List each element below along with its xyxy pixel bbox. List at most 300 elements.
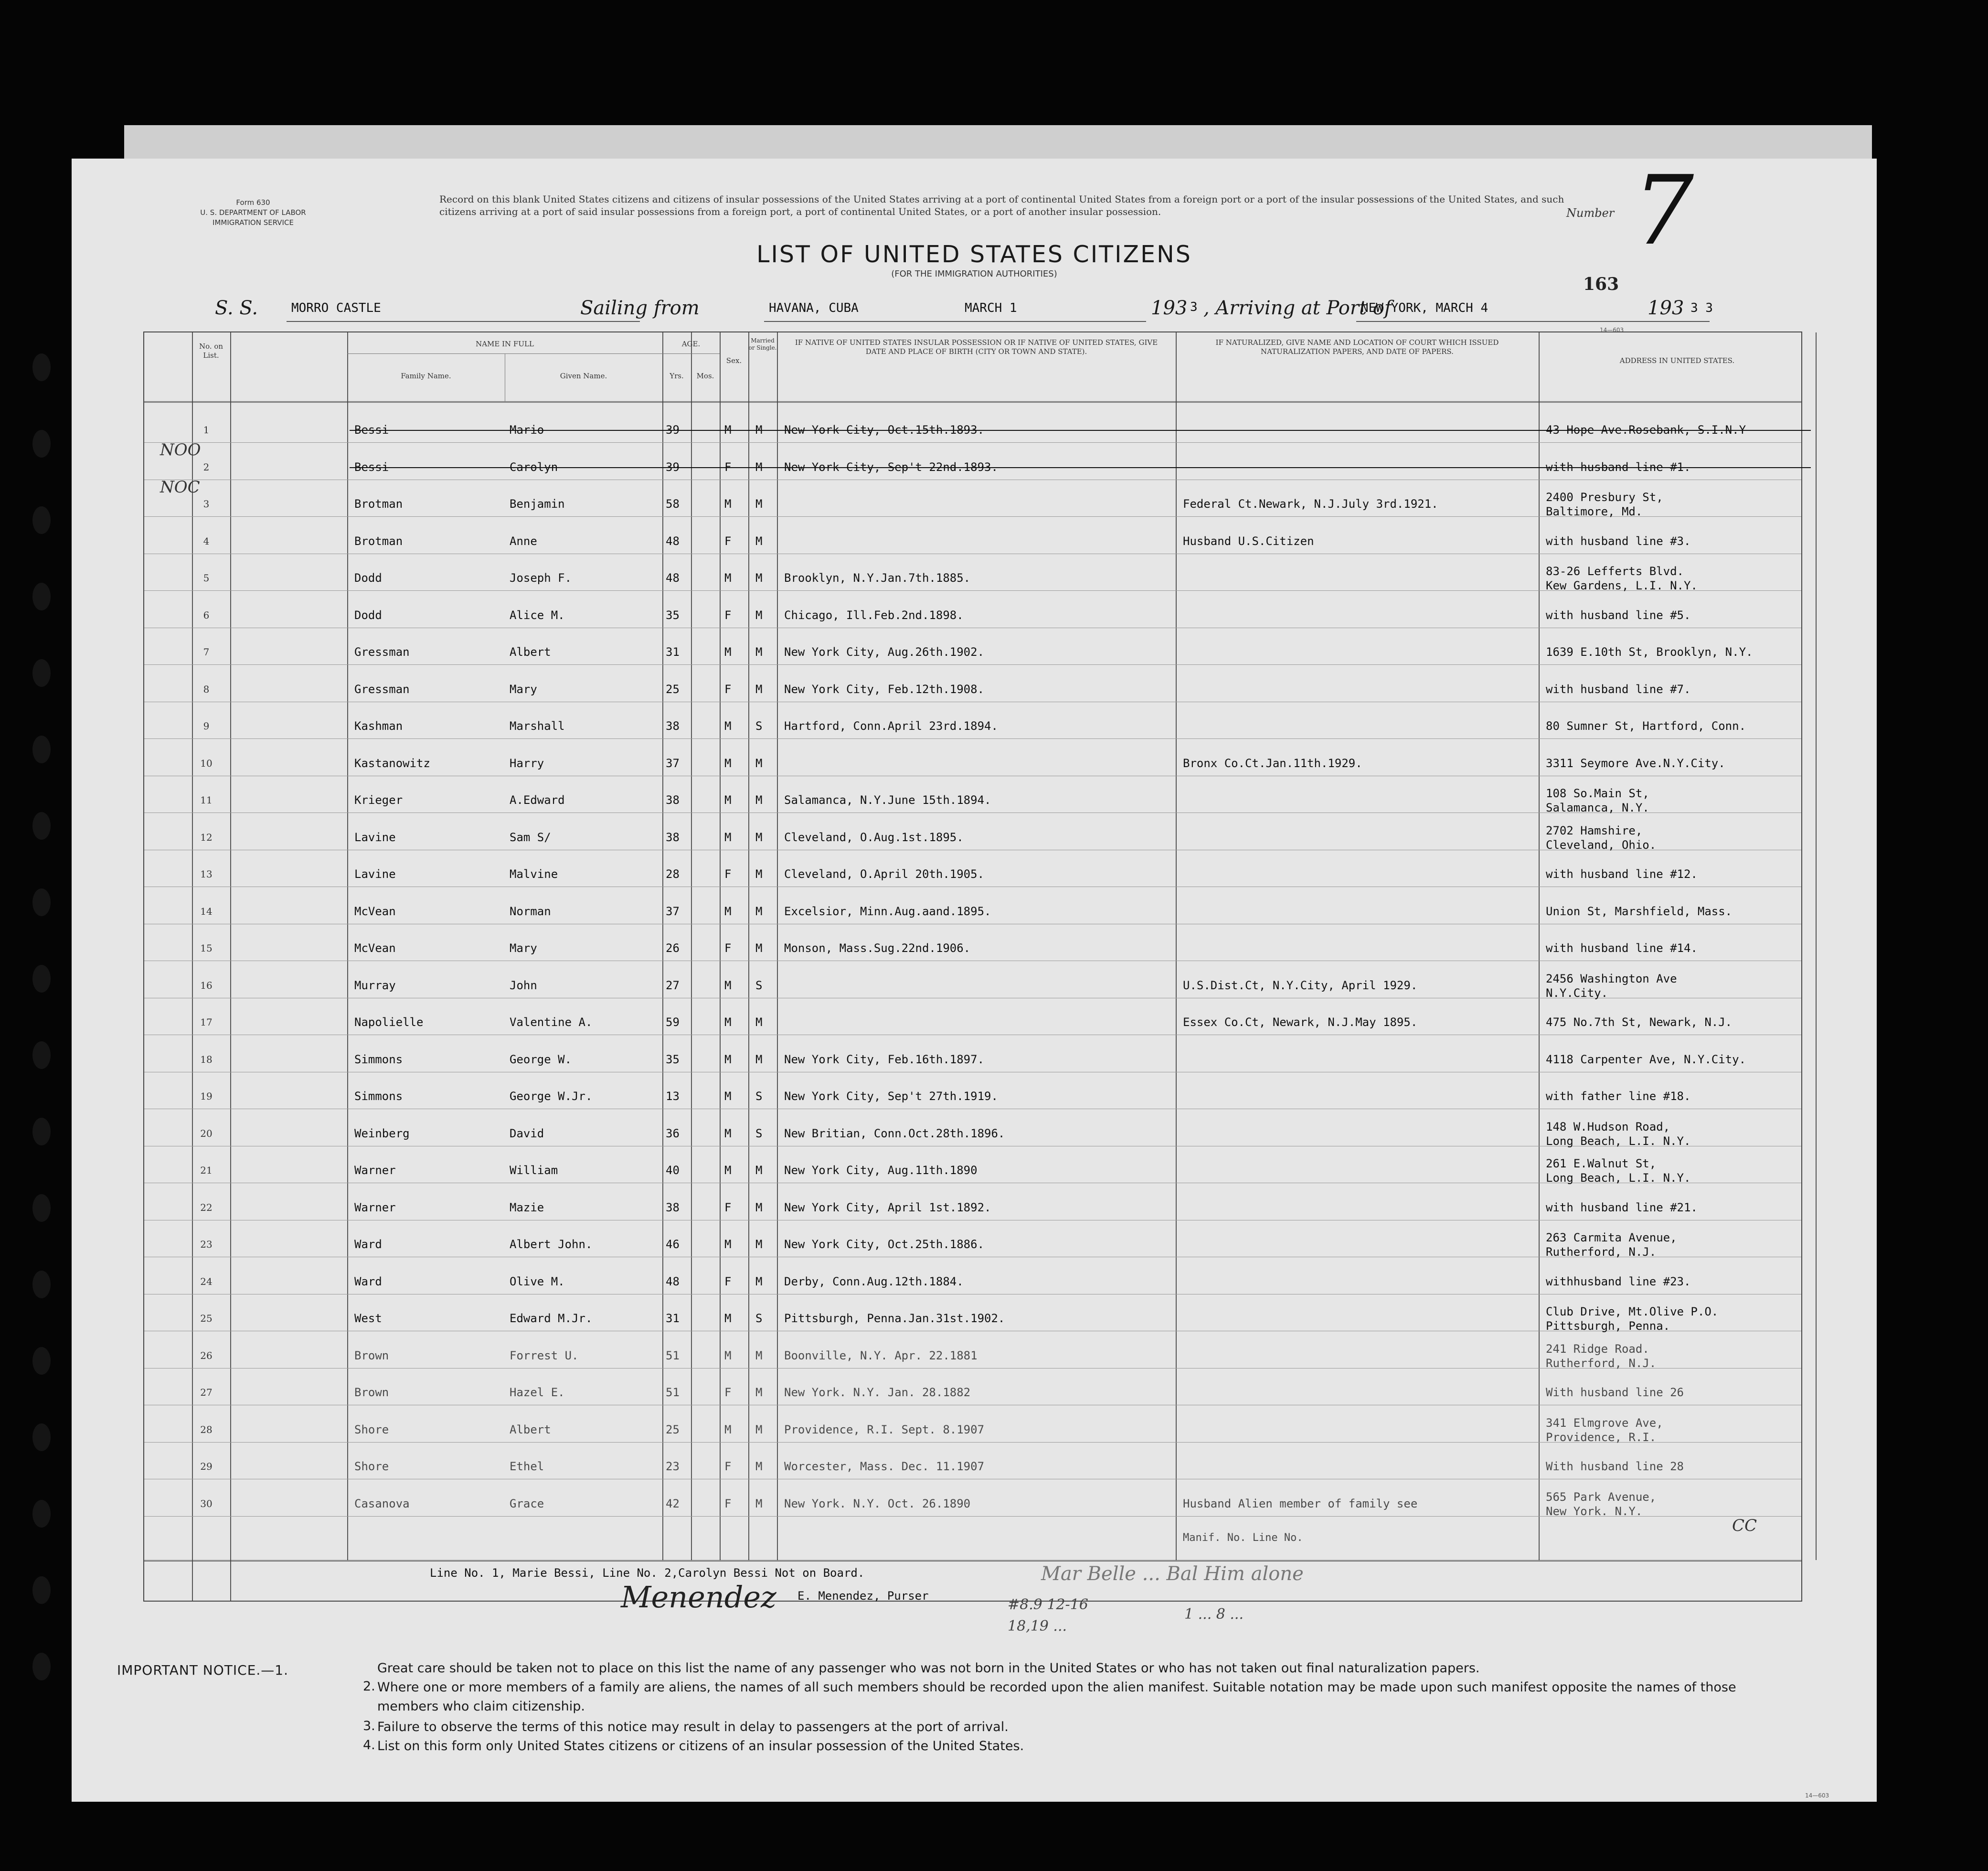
row-no: 3 — [203, 498, 210, 510]
row-sex: M — [724, 1348, 732, 1362]
row-yrs: 38 — [666, 1200, 680, 1214]
row-yrs: 58 — [666, 497, 680, 511]
table-bottom-rule — [144, 1560, 1801, 1561]
row-family: Gressman — [354, 645, 410, 659]
row-addr1: With husband line 26 — [1546, 1386, 1684, 1399]
row-yrs: 42 — [666, 1497, 680, 1510]
col-header-given: Given Name. — [560, 372, 607, 380]
row-sex: M — [724, 1052, 732, 1066]
row-yrs: 26 — [666, 941, 680, 955]
row-sex: M — [724, 1422, 732, 1436]
purser-name: E. Menendez, Purser — [797, 1589, 929, 1603]
form-identifier — [158, 198, 349, 228]
row-birth: Providence, R.I. Sept. 8.1907 — [784, 1422, 985, 1436]
row-no: 20 — [200, 1127, 213, 1139]
row-yrs: 35 — [666, 1052, 680, 1066]
handwritten-note: 18,19 ... — [1008, 1618, 1067, 1635]
row-given: Forrest U. — [510, 1348, 579, 1362]
row-addr1: 4118 Carpenter Ave, N.Y.City. — [1546, 1052, 1746, 1066]
row-addr1: With husband line 28 — [1546, 1460, 1684, 1473]
row-family: Simmons — [354, 1090, 403, 1103]
row-ms: M — [755, 571, 763, 585]
row-sex: M — [724, 978, 732, 992]
row-no: 9 — [203, 720, 210, 732]
row-no: 4 — [203, 535, 210, 547]
row-yrs: 37 — [666, 756, 680, 770]
row-yrs: 36 — [666, 1126, 680, 1140]
row-birth: New York City, Aug.26th.1902. — [784, 645, 985, 659]
row-family: Krieger — [354, 793, 403, 807]
date-underline — [960, 321, 1146, 322]
row-family: Murray — [354, 978, 396, 992]
row-ms: M — [755, 645, 763, 659]
row-family: Simmons — [354, 1052, 403, 1066]
row-sex: M — [724, 756, 732, 770]
row-birth: New York. N.Y. Oct. 26.1890 — [784, 1497, 971, 1510]
row-given: Valentine A. — [510, 1016, 593, 1029]
row-family: Dodd — [354, 608, 382, 622]
row-ms: M — [755, 904, 763, 918]
ship-name: MORRO CASTLE — [291, 301, 381, 315]
age-subdivider — [662, 353, 720, 354]
row-given: Anne — [510, 534, 537, 548]
row-sex: M — [724, 1126, 732, 1140]
binder-hole — [32, 506, 51, 534]
row-yrs: 25 — [666, 1422, 680, 1436]
ss-label: S. S. — [215, 297, 258, 319]
form-code-bottom: 14—603 — [1805, 1792, 1829, 1799]
to-port: NEW YORK, MARCH 4 — [1361, 301, 1488, 315]
row-addr2: Rutherford, N.J. — [1546, 1245, 1657, 1259]
row-ms: M — [755, 756, 763, 770]
row-addr1: 241 Ridge Road. — [1546, 1342, 1649, 1356]
row-no: 15 — [200, 942, 213, 954]
row-yrs: 37 — [666, 904, 680, 918]
binder-hole — [32, 736, 51, 763]
row-no: 6 — [203, 609, 210, 621]
binder-hole — [32, 1041, 51, 1069]
row-addr1: with husband line #3. — [1546, 534, 1691, 548]
row-ms: M — [755, 423, 763, 437]
row-addr1: 83-26 Lefferts Blvd. — [1546, 565, 1684, 578]
purser-signature: Menendez — [621, 1580, 776, 1614]
row-birth: New York City, Sep't 22nd.1893. — [784, 460, 998, 474]
row-addr1: 3311 Seymore Ave.N.Y.City. — [1546, 756, 1725, 770]
row-sex: M — [724, 904, 732, 918]
row-ms: M — [755, 941, 763, 955]
handwritten-note: Mar Belle ... Bal Him alone — [1041, 1563, 1304, 1585]
strike-through-line — [350, 467, 1811, 468]
col-header-birth: IF NATIVE OF UNITED STATES INSULAR POSSESSION OR IF NATIVE OF UNITED STATES, GIVE DATE AND PLACE OF BIRTH (CITY OR TOWN AND STATE). — [795, 338, 1158, 356]
row-ms: S — [755, 978, 763, 992]
row-given: Albert John. — [510, 1238, 593, 1251]
row-no: 7 — [203, 646, 210, 658]
row-ms: S — [755, 1312, 763, 1325]
row-addr1: with husband line #5. — [1546, 608, 1691, 622]
row-addr1: 2456 Washington Ave — [1546, 972, 1677, 985]
row-yrs: 48 — [666, 534, 680, 548]
row-yrs: 46 — [666, 1238, 680, 1251]
binder-hole — [32, 1194, 51, 1222]
row-addr1: Union St, Marshfield, Mass. — [1546, 904, 1733, 918]
row-no: 18 — [200, 1053, 213, 1065]
row-no: 23 — [200, 1239, 213, 1250]
row-yrs: 23 — [666, 1460, 680, 1473]
department-name: U. S. DEPARTMENT OF LABOR — [200, 208, 306, 217]
row-family: Lavine — [354, 867, 396, 881]
row-addr1: with father line #18. — [1546, 1090, 1691, 1103]
row-no: 29 — [200, 1461, 213, 1472]
handwritten-note: #8.9 12-16 — [1008, 1596, 1088, 1613]
row-ms: S — [755, 719, 763, 733]
row-family: Brotman — [354, 534, 403, 548]
row-yrs: 38 — [666, 793, 680, 807]
row-addr2: Rutherford, N.J. — [1546, 1356, 1657, 1370]
list-number: 7 — [1633, 155, 1694, 267]
row-addr2: New York. N.Y. — [1546, 1504, 1643, 1518]
row-sex: M — [724, 1016, 732, 1029]
row-family: Brown — [354, 1348, 389, 1362]
row-birth: New York City, Sep't 27th.1919. — [784, 1090, 998, 1103]
row-ms: M — [755, 1386, 763, 1399]
row-no: 2 — [203, 461, 210, 473]
row-no: 22 — [200, 1201, 213, 1213]
row-family: Shore — [354, 1460, 389, 1473]
row-family: McVean — [354, 904, 396, 918]
row-yrs: 31 — [666, 645, 680, 659]
notice-number-2: 2. — [363, 1679, 375, 1694]
row-addr1: withhusband line #23. — [1546, 1274, 1691, 1288]
row-family: Shore — [354, 1422, 389, 1436]
row-no: 11 — [200, 794, 213, 806]
row-ms: M — [755, 608, 763, 622]
col-divider — [230, 332, 231, 1601]
row-birth: New York City, Aug.11th.1890 — [784, 1164, 978, 1177]
row-birth: New York City, Feb.16th.1897. — [784, 1052, 985, 1066]
row-yrs: 39 — [666, 460, 680, 474]
row-no: 26 — [200, 1349, 213, 1361]
row-addr1: 43 Hope Ave.Rosebank, S.I.N.Y — [1546, 423, 1746, 437]
row-family: McVean — [354, 941, 396, 955]
row-given: Marshall — [510, 719, 565, 733]
row-birth: Hartford, Conn.April 23rd.1894. — [784, 719, 998, 733]
row-sex: F — [724, 460, 732, 474]
form-code-top: 14—603 — [1600, 327, 1624, 333]
page-title: LIST OF UNITED STATES CITIZENS — [756, 241, 1192, 268]
row-family: Kastanowitz — [354, 756, 430, 770]
row-sex: F — [724, 608, 732, 622]
row-nat: U.S.Dist.Ct, N.Y.City, April 1929. — [1183, 978, 1418, 992]
row-birth: Chicago, Ill.Feb.2nd.1898. — [784, 608, 964, 622]
row-given: Norman — [510, 904, 551, 918]
binder-hole — [32, 1653, 51, 1680]
row-family: Warner — [354, 1164, 396, 1177]
binder-hole — [32, 1118, 51, 1145]
row30-code: CC — [1732, 1516, 1757, 1535]
row-birth: Monson, Mass.Sug.22nd.1906. — [784, 941, 971, 955]
margin-mark-row2: NOC — [160, 478, 200, 497]
row-family: Dodd — [354, 571, 382, 585]
row-no: 19 — [200, 1091, 213, 1102]
row-given: John — [510, 978, 537, 992]
row-given: Carolyn — [510, 460, 558, 474]
row-family: Weinberg — [354, 1126, 410, 1140]
row-family: Ward — [354, 1238, 382, 1251]
row-sex: M — [724, 497, 732, 511]
row-birth: Cleveland, O.Aug.1st.1895. — [784, 830, 964, 844]
row-given: Olive M. — [510, 1274, 565, 1288]
row-given: Mario — [510, 423, 544, 437]
row-addr1: 261 E.Walnut St, — [1546, 1157, 1657, 1170]
row-ms: M — [755, 793, 763, 807]
row-yrs: 13 — [666, 1090, 680, 1103]
not-on-board-note: Line No. 1, Marie Bessi, Line No. 2,Carolyn Bessi Not on Board. — [430, 1566, 865, 1580]
row-ms: M — [755, 1497, 763, 1510]
row-no: 10 — [200, 757, 213, 769]
row-ms: M — [755, 1200, 763, 1214]
col-header-married: Married or Single. — [748, 337, 777, 351]
row-addr1: 1639 E.10th St, Brooklyn, N.Y. — [1546, 645, 1753, 659]
notice-item-1: Great care should be taken not to place on this list the name of any passenger who was not born in the United States or who has not taken out final naturalization papers. — [377, 1661, 1480, 1676]
row-addr1: Club Drive, Mt.Olive P.O. — [1546, 1305, 1719, 1318]
row-sex: M — [724, 1312, 732, 1325]
binder-hole — [32, 659, 51, 687]
row-nat: Husband Alien member of family see — [1183, 1497, 1418, 1510]
binder-hole — [32, 583, 51, 610]
col-header-name: NAME IN FULL — [476, 340, 534, 348]
col-divider — [1816, 332, 1817, 1560]
row-birth: Pittsburgh, Penna.Jan.31st.1902. — [784, 1312, 1005, 1325]
row-divider — [144, 664, 1801, 665]
row-family: Ward — [354, 1274, 382, 1288]
row-sex: F — [724, 867, 732, 881]
row-addr1: 263 Carmita Avenue, — [1546, 1231, 1677, 1244]
row-sex: M — [724, 423, 732, 437]
row-given: A.Edward — [510, 793, 565, 807]
row-ms: M — [755, 1274, 763, 1288]
row-family: Lavine — [354, 830, 396, 844]
row-given: George W. — [510, 1052, 572, 1066]
intro-text: Record on this blank United States citizens and citizens of insular possessions of the United States arriving at a port of continental United States from a foreign port or a port of the insular possessions of the United States, and such citizens arriving at a port of said insular possessions from a foreign port, a port of continental United States, or a port of another insular possession. — [439, 193, 1564, 217]
binder-hole — [32, 1271, 51, 1298]
margin-mark-row1: NOO — [160, 440, 201, 460]
row-nat: Federal Ct.Newark, N.J.July 3rd.1921. — [1183, 497, 1438, 511]
row-birth: New Britian, Conn.Oct.28th.1896. — [784, 1126, 1005, 1140]
row-birth: New York City, Oct.15th.1893. — [784, 423, 985, 437]
row-addr1: with husband line #7. — [1546, 682, 1691, 696]
row-birth: New York City, Feb.12th.1908. — [784, 682, 985, 696]
row-addr1: 2702 Hamshire, — [1546, 823, 1643, 837]
row-family: Brotman — [354, 497, 403, 511]
row-no: 8 — [203, 683, 210, 695]
row-no: 30 — [200, 1497, 213, 1509]
row-no: 28 — [200, 1423, 213, 1435]
row-no: 21 — [200, 1165, 213, 1176]
row-given: Mary — [510, 941, 537, 955]
row-ms: M — [755, 1460, 763, 1473]
sailing-label: Sailing from — [580, 297, 700, 319]
notice-number-3: 3. — [363, 1719, 375, 1733]
row-sex: M — [724, 1164, 732, 1177]
notice-item-2: Where one or more members of a family are aliens, the names of all such members should be recorded upon the alien manifest. Suitable notation may be made upon such manifest opposite the names of those members who claim citizenship. — [377, 1680, 1736, 1714]
row-given: Malvine — [510, 867, 558, 881]
row-yrs: 59 — [666, 1016, 680, 1029]
row-addr2: Long Beach, L.I. N.Y. — [1546, 1134, 1691, 1148]
row-birth: Cleveland, O.April 20th.1905. — [784, 867, 985, 881]
row-ms: S — [755, 1126, 763, 1140]
row-sex: F — [724, 1386, 732, 1399]
row-yrs: 51 — [666, 1348, 680, 1362]
row-no: 5 — [203, 572, 210, 584]
row-birth: Brooklyn, N.Y.Jan.7th.1885. — [784, 571, 971, 585]
row-addr2: Baltimore, Md. — [1546, 505, 1643, 518]
row-family: Casanova — [354, 1497, 410, 1510]
row-given: Mary — [510, 682, 537, 696]
row-sex: M — [724, 793, 732, 807]
row-sex: F — [724, 941, 732, 955]
row-addr1: 148 W.Hudson Road, — [1546, 1120, 1670, 1133]
row-ms: M — [755, 460, 763, 474]
row-given: Ethel — [510, 1460, 544, 1473]
row-birth: New York. N.Y. Jan. 28.1882 — [784, 1386, 971, 1399]
row-no: 25 — [200, 1313, 213, 1324]
row-sex: F — [724, 534, 732, 548]
ship-underline — [287, 321, 640, 322]
row-family: Warner — [354, 1200, 396, 1214]
row-no: 14 — [200, 905, 213, 917]
row-yrs: 31 — [666, 1312, 680, 1325]
year-suffix-1: 3 — [1190, 300, 1198, 314]
col-divider — [192, 332, 193, 1601]
row-family: Napolielle — [354, 1016, 424, 1029]
row30-manifest-ref: Manif. No. Line No. — [1183, 1532, 1303, 1544]
row-yrs: 40 — [666, 1164, 680, 1177]
binder-hole — [32, 1500, 51, 1528]
row-addr2: Long Beach, L.I. N.Y. — [1546, 1171, 1691, 1185]
notice-number-4: 4. — [363, 1738, 375, 1753]
row-addr2: N.Y.City. — [1546, 986, 1608, 1000]
row-divider — [144, 738, 1801, 739]
row-given: Grace — [510, 1497, 544, 1510]
row-yrs: 25 — [666, 682, 680, 696]
row-sex: F — [724, 1497, 732, 1510]
row-addr2: Kew Gardens, L.I. N.Y. — [1546, 579, 1698, 592]
row-ms: M — [755, 1016, 763, 1029]
notice-item-3: Failure to observe the terms of this notice may result in delay to passengers at the port of arrival. — [377, 1720, 1009, 1734]
arriving-label: , Arriving at Port of — [1203, 297, 1392, 319]
row-given: Joseph F. — [510, 571, 572, 585]
row-birth: Worcester, Mass. Dec. 11.1907 — [784, 1460, 985, 1473]
row-yrs: 48 — [666, 571, 680, 585]
row-no: 24 — [200, 1275, 213, 1287]
row-addr1: 341 Elmgrove Ave, — [1546, 1416, 1663, 1430]
row-addr1: 565 Park Avenue, — [1546, 1490, 1657, 1504]
row-sex: M — [724, 645, 732, 659]
row-ms: M — [755, 1238, 763, 1251]
col-header-yrs: Yrs. — [670, 372, 684, 380]
row-birth: Boonville, N.Y. Apr. 22.1881 — [784, 1348, 978, 1362]
row-no: 27 — [200, 1387, 213, 1398]
row-ms: M — [755, 1348, 763, 1362]
binder-hole — [32, 1576, 51, 1604]
row-ms: M — [755, 830, 763, 844]
header-divider — [144, 401, 1801, 403]
row-yrs: 35 — [666, 608, 680, 622]
col-header-sex: Sex. — [726, 356, 742, 365]
col-header-address: ADDRESS IN UNITED STATES. — [1619, 356, 1735, 365]
row-sex: F — [724, 1460, 732, 1473]
row-yrs: 39 — [666, 423, 680, 437]
row-given: Albert — [510, 1422, 551, 1436]
page-stamp: 163 — [1583, 274, 1619, 294]
strike-through-line — [350, 430, 1811, 431]
row-given: George W.Jr. — [510, 1090, 593, 1103]
row-yrs: 51 — [666, 1386, 680, 1399]
binder-hole — [32, 430, 51, 458]
binder-hole — [32, 1347, 51, 1375]
row-yrs: 38 — [666, 719, 680, 733]
row-given: William — [510, 1164, 558, 1177]
row-no: 16 — [200, 979, 213, 991]
row-ms: M — [755, 1164, 763, 1177]
binder-hole — [32, 965, 51, 993]
service-name: IMMIGRATION SERVICE — [213, 218, 294, 227]
binder-hole — [32, 353, 51, 381]
row-yrs: 28 — [666, 867, 680, 881]
row-addr1: with husband line #14. — [1546, 941, 1698, 955]
row-addr2: Cleveland, Ohio. — [1546, 838, 1657, 852]
row-given: David — [510, 1126, 544, 1140]
row-ms: M — [755, 682, 763, 696]
col-header-family: Family Name. — [401, 372, 451, 380]
row-yrs: 27 — [666, 978, 680, 992]
year-prefix-1: 193 — [1151, 297, 1188, 319]
row-divider — [144, 442, 1801, 443]
row-family: Gressman — [354, 682, 410, 696]
manifest-page — [72, 155, 1877, 1802]
row-addr1: 475 No.7th St, Newark, N.J. — [1546, 1016, 1733, 1029]
row-addr1: 80 Sumner St, Hartford, Conn. — [1546, 719, 1746, 733]
row-yrs: 48 — [666, 1274, 680, 1288]
binder-hole — [32, 1423, 51, 1451]
row-birth: New York City, Oct.25th.1886. — [784, 1238, 985, 1251]
row-addr1: with husband line #12. — [1546, 867, 1698, 881]
row-given: Mazie — [510, 1200, 544, 1214]
col-header-age: AGE. — [681, 340, 701, 348]
row-family: Bessi — [354, 423, 389, 437]
col-header-no: No. on List. — [199, 342, 223, 360]
row-ms: M — [755, 497, 763, 511]
row-birth: Excelsior, Minn.Aug.aand.1895. — [784, 904, 991, 918]
row-no: 12 — [200, 831, 213, 843]
row-sex: F — [724, 682, 732, 696]
binder-hole — [32, 888, 51, 916]
row-birth: Salamanca, N.Y.June 15th.1894. — [784, 793, 991, 807]
row-sex: F — [724, 1200, 732, 1214]
row-addr2: Salamanca, N.Y. — [1546, 801, 1649, 814]
row-given: Edward M.Jr. — [510, 1312, 593, 1325]
row-addr1: with husband line #21. — [1546, 1200, 1698, 1214]
row-ms: M — [755, 867, 763, 881]
row-birth: Derby, Conn.Aug.12th.1884. — [784, 1274, 964, 1288]
from-port: HAVANA, CUBA — [769, 301, 859, 315]
row-birth: New York City, April 1st.1892. — [784, 1200, 991, 1214]
row-family: Kashman — [354, 719, 403, 733]
row-given: Sam S/ — [510, 830, 551, 844]
row-sex: F — [724, 1274, 732, 1288]
row-sex: M — [724, 571, 732, 585]
row-given: Benjamin — [510, 497, 565, 511]
